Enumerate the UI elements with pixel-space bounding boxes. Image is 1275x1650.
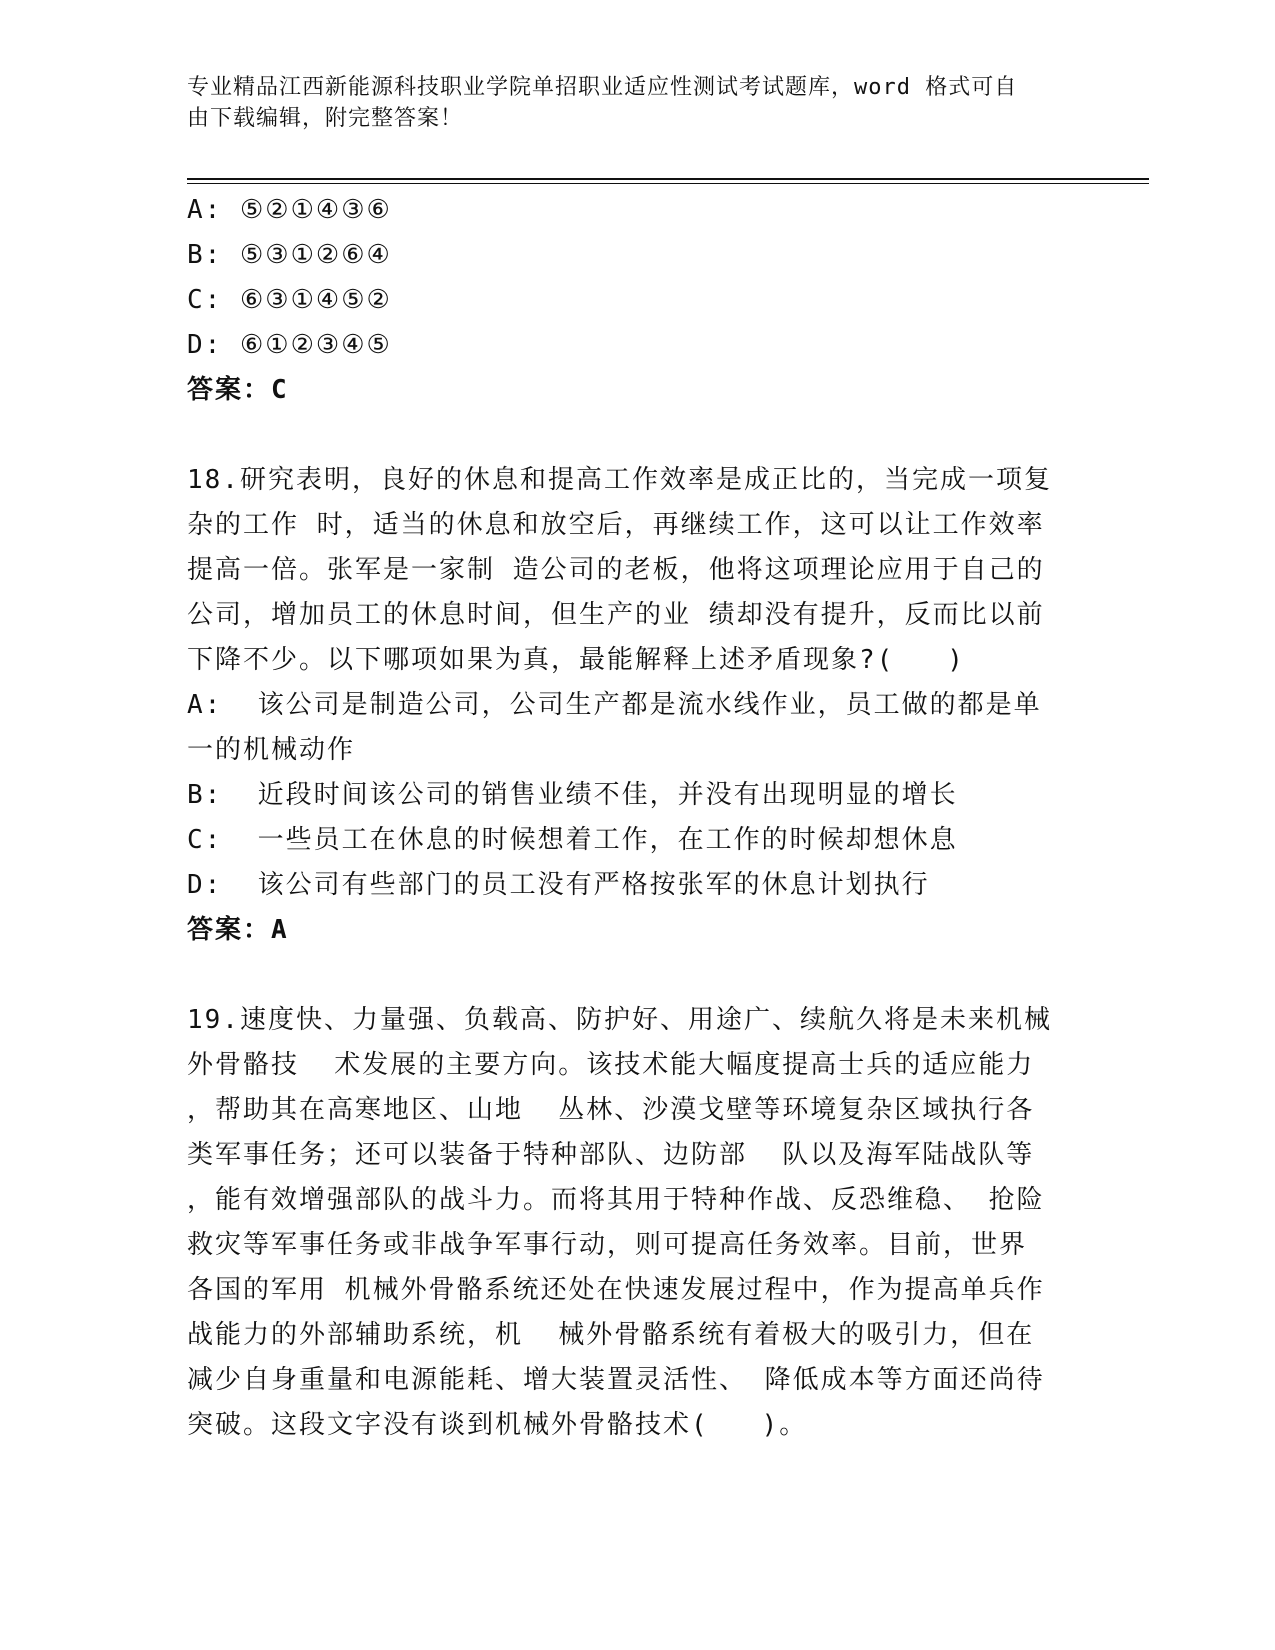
option-b: B: 近段时间该公司的销售业绩不佳，并没有出现明显的增长 xyxy=(187,780,958,810)
question-19 xyxy=(187,998,1067,1448)
header-rule-thick xyxy=(187,178,1149,180)
answer-line: 答案：A xyxy=(187,915,289,945)
option-c: C: 一些员工在休息的时候想着工作，在工作的时候却想休息 xyxy=(187,825,958,855)
question-stem-line: 减少自身重量和电源能耗、增大装置灵活性、 降低成本等方面还尚待 xyxy=(187,1365,1045,1395)
question-stem-line: 杂的工作 时，适当的休息和放空后，再继续工作，这可以让工作效率 xyxy=(187,510,1045,540)
page-header xyxy=(187,72,1067,134)
question-stem-line: 下降不少。以下哪项如果为真，最能解释上述矛盾现象?( ) xyxy=(187,645,965,675)
option-a-continued: 一的机械动作 xyxy=(187,735,356,765)
option-b: B: ⑤③①②⑥④ xyxy=(187,240,392,270)
header-rule-thin xyxy=(187,183,1149,184)
question-17-options xyxy=(187,188,1067,413)
header-line: 专业精品江西新能源科技职业学院单招职业适应性测试考试题库，word 格式可自 xyxy=(187,75,1018,100)
question-stem-line: 突破。这段文字没有谈到机械外骨骼技术( )。 xyxy=(187,1410,808,1440)
spacer xyxy=(187,953,1067,998)
question-stem-line: 各国的军用 机械外骨骼系统还处在快速发展过程中，作为提高单兵作 xyxy=(187,1275,1045,1305)
question-18 xyxy=(187,458,1067,953)
question-stem-line: ，能有效增强部队的战斗力。而将其用于特种作战、反恐维稳、 抢险 xyxy=(187,1185,1045,1215)
question-stem-line: 救灾等军事任务或非战争军事行动，则可提高任务效率。目前，世界 xyxy=(187,1230,1028,1260)
option-d: D: 该公司有些部门的员工没有严格按张军的休息计划执行 xyxy=(187,870,930,900)
question-stem-line: 公司，增加员工的休息时间，但生产的业 绩却没有提升，反而比以前 xyxy=(187,600,1045,630)
spacer xyxy=(187,413,1067,458)
question-stem-line: 18.研究表明，良好的休息和提高工作效率是成正比的，当完成一项复 xyxy=(187,465,1052,495)
question-stem-line: 19.速度快、力量强、负载高、防护好、用途广、续航久将是未来机械 xyxy=(187,1005,1052,1035)
question-stem-line: 提高一倍。张军是一家制 造公司的老板，他将这项理论应用于自己的 xyxy=(187,555,1045,585)
document-body xyxy=(187,188,1067,1448)
option-c: C: ⑥③①④⑤② xyxy=(187,285,392,315)
question-stem-line: 外骨骼技 术发展的主要方向。该技术能大幅度提高士兵的适应能力 xyxy=(187,1050,1035,1080)
option-a: A: ⑤②①④③⑥ xyxy=(187,195,392,225)
option-a: A: 该公司是制造公司，公司生产都是流水线作业，员工做的都是单 xyxy=(187,690,1042,720)
question-stem-line: 类军事任务；还可以装备于特种部队、边防部 队以及海军陆战队等 xyxy=(187,1140,1035,1170)
answer-line: 答案：C xyxy=(187,375,289,405)
question-stem-line: 战能力的外部辅助系统，机 械外骨骼系统有着极大的吸引力，但在 xyxy=(187,1320,1035,1350)
question-stem-line: ，帮助其在高寒地区、山地 丛林、沙漠戈壁等环境复杂区域执行各 xyxy=(187,1095,1035,1125)
header-line: 由下载编辑，附完整答案！ xyxy=(187,106,464,131)
option-d: D: ⑥①②③④⑤ xyxy=(187,330,392,360)
